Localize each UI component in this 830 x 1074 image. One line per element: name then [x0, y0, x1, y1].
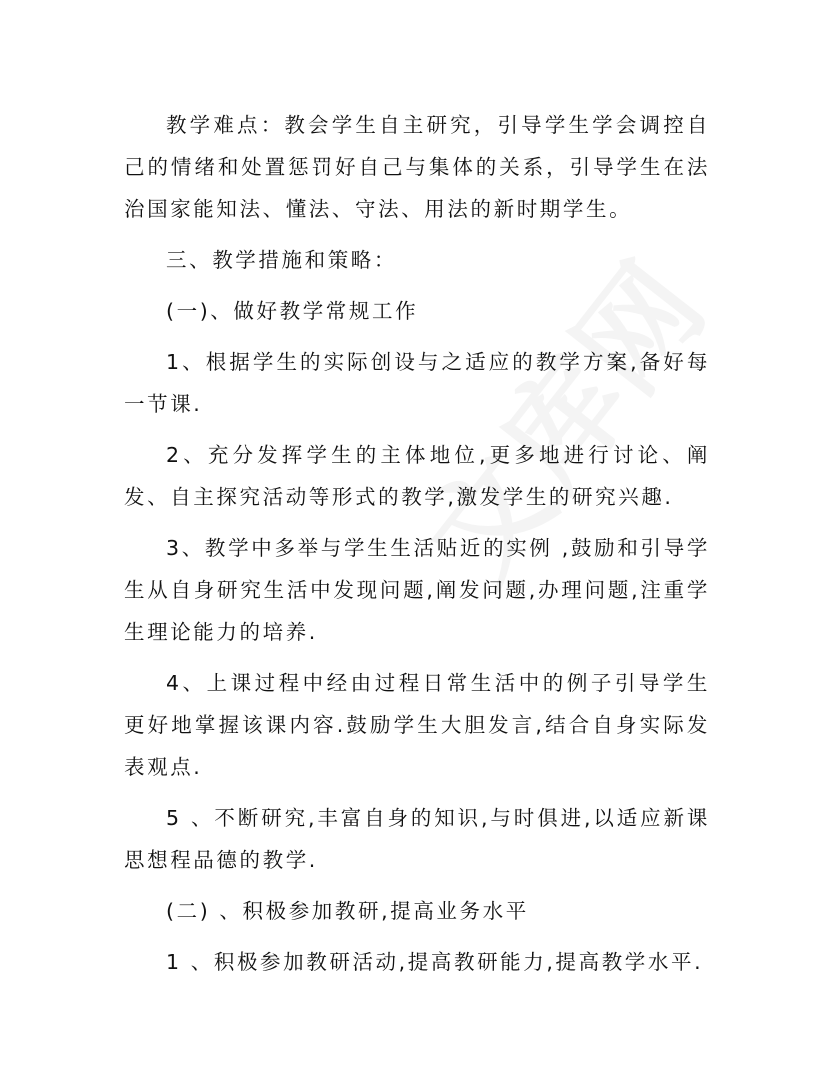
paragraph-item-2: 2、充分发挥学生的主体地位,更多地进行讨论、阐发、自主探究活动等形式的教学,激发学生的研究兴趣. [124, 443, 710, 509]
document-body [124, 104, 710, 992]
paragraph-sub-item-1: 1 、积极参加教研活动,提高教研能力,提高教学水平. [166, 950, 704, 974]
paragraph-item-1: 1、根据学生的实际创设与之适应的教学方案,备好每一节课. [124, 350, 710, 416]
paragraph-subsection-two-heading: (二) 、积极参加教研,提高业务水平 [166, 899, 529, 923]
paragraph-item-4: 4、上课过程中经由过程日常生活中的例子引导学生更好地掌握该课内容.鼓励学生大胆发言,结合自身实际发表观点. [124, 671, 710, 779]
paragraph-teaching-difficulty: 教学难点：教会学生自主研究，引导学生学会调控自己的情绪和处置惩罚好自己与集体的关系，引导学生在法治国家能知法、懂法、守法、用法的新时期学生。 [124, 113, 710, 221]
paragraph-subsection-one-heading: (一)、做好教学常规工作 [166, 299, 419, 323]
paragraph-section-three-heading: 三、教学措施和策略： [166, 248, 397, 272]
paragraph-item-5: 5 、不断研究,丰富自身的知识,与时俱进,以适应新课思想程品德的教学. [124, 806, 710, 872]
paragraph-item-3: 3、教学中多举与学生生活贴近的实例 ,鼓励和引导学生从自身研究生活中发现问题,阐发问题,办理问题,注重学生理论能力的培养. [124, 536, 710, 644]
